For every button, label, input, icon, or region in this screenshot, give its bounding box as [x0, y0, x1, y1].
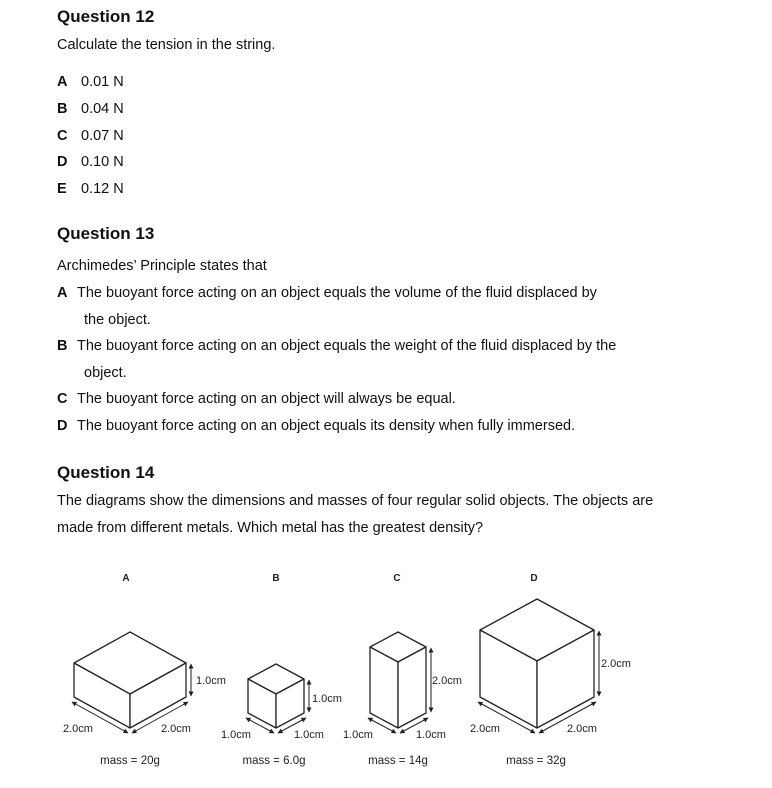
q13-option-b-cont: object.: [84, 365, 127, 381]
option-letter: C: [57, 391, 68, 407]
question-14-prompt-line2: made from different metals. Which metal has the greatest density?: [57, 520, 484, 536]
option-text: 0.10 N: [81, 154, 124, 170]
question-13-title: Question 13: [57, 224, 155, 243]
object-c-box: [370, 632, 426, 728]
option-text: The buoyant force acting on an object equals the weight of the fluid displaced by the: [77, 338, 617, 354]
q13-option-d[interactable]: [57, 418, 575, 434]
object-a-label: A: [122, 573, 130, 584]
q12-option-d[interactable]: [57, 154, 124, 170]
object-c-mass: mass = 14g: [368, 755, 428, 767]
object-c-width-label: 1.0cm: [343, 729, 373, 741]
q13-option-c[interactable]: [57, 391, 456, 407]
object-c-height-label: 2.0cm: [432, 675, 462, 687]
solid-objects-figure: [0, 560, 772, 788]
object-b-height-label: 1.0cm: [312, 693, 342, 705]
option-text: 0.01 N: [81, 74, 124, 90]
option-letter: C: [57, 128, 68, 144]
q13-option-a[interactable]: [57, 285, 597, 301]
q13-option-b[interactable]: [57, 338, 616, 354]
object-a-width-label: 2.0cm: [63, 723, 93, 735]
q12-option-e[interactable]: [57, 181, 124, 197]
option-letter: D: [57, 418, 68, 434]
object-d-depth-label: 2.0cm: [567, 723, 597, 735]
object-a-box: [74, 632, 186, 728]
object-b-box: [248, 664, 304, 728]
question-14-title: Question 14: [57, 463, 155, 482]
option-text: 0.12 N: [81, 181, 124, 197]
q12-option-c[interactable]: [57, 128, 124, 144]
object-d-height-label: 2.0cm: [601, 658, 631, 670]
question-12-title: Question 12: [57, 7, 155, 26]
option-text: 0.07 N: [81, 128, 124, 144]
object-c-depth-label: 1.0cm: [416, 729, 446, 741]
question-13-prompt: Archimedes’ Principle states that: [57, 258, 267, 274]
q12-option-b[interactable]: [57, 101, 124, 117]
option-letter: A: [57, 285, 68, 301]
object-d-mass: mass = 32g: [506, 755, 566, 767]
object-a-depth-label: 2.0cm: [161, 723, 191, 735]
option-text: 0.04 N: [81, 101, 124, 117]
object-b-width-label: 1.0cm: [221, 729, 251, 741]
object-b-mass: mass = 6.0g: [242, 755, 306, 767]
question-14-prompt-line1: The diagrams show the dimensions and masses of four regular solid objects. The objects are: [57, 493, 654, 509]
question-12-prompt: Calculate the tension in the string.: [57, 37, 276, 53]
option-letter: A: [57, 74, 68, 90]
option-letter: B: [57, 101, 68, 117]
object-d-width-label: 2.0cm: [470, 723, 500, 735]
option-letter: E: [57, 181, 67, 197]
option-letter: B: [57, 338, 68, 354]
object-c-label: C: [393, 573, 401, 584]
q12-option-a[interactable]: [57, 74, 124, 90]
option-letter: D: [57, 154, 68, 170]
option-text: The buoyant force acting on an object will always be equal.: [77, 391, 456, 407]
option-text: The buoyant force acting on an object equals its density when fully immersed.: [77, 418, 576, 434]
object-b-label: B: [272, 573, 280, 584]
q13-option-a-cont: the object.: [84, 312, 151, 328]
object-a-height-label: 1.0cm: [196, 675, 226, 687]
object-a-mass: mass = 20g: [100, 755, 160, 767]
option-text: The buoyant force acting on an object equals the volume of the fluid displaced by: [77, 285, 597, 301]
object-b-depth-label: 1.0cm: [294, 729, 324, 741]
object-d-label: D: [530, 573, 538, 584]
object-d-box: [480, 599, 594, 728]
